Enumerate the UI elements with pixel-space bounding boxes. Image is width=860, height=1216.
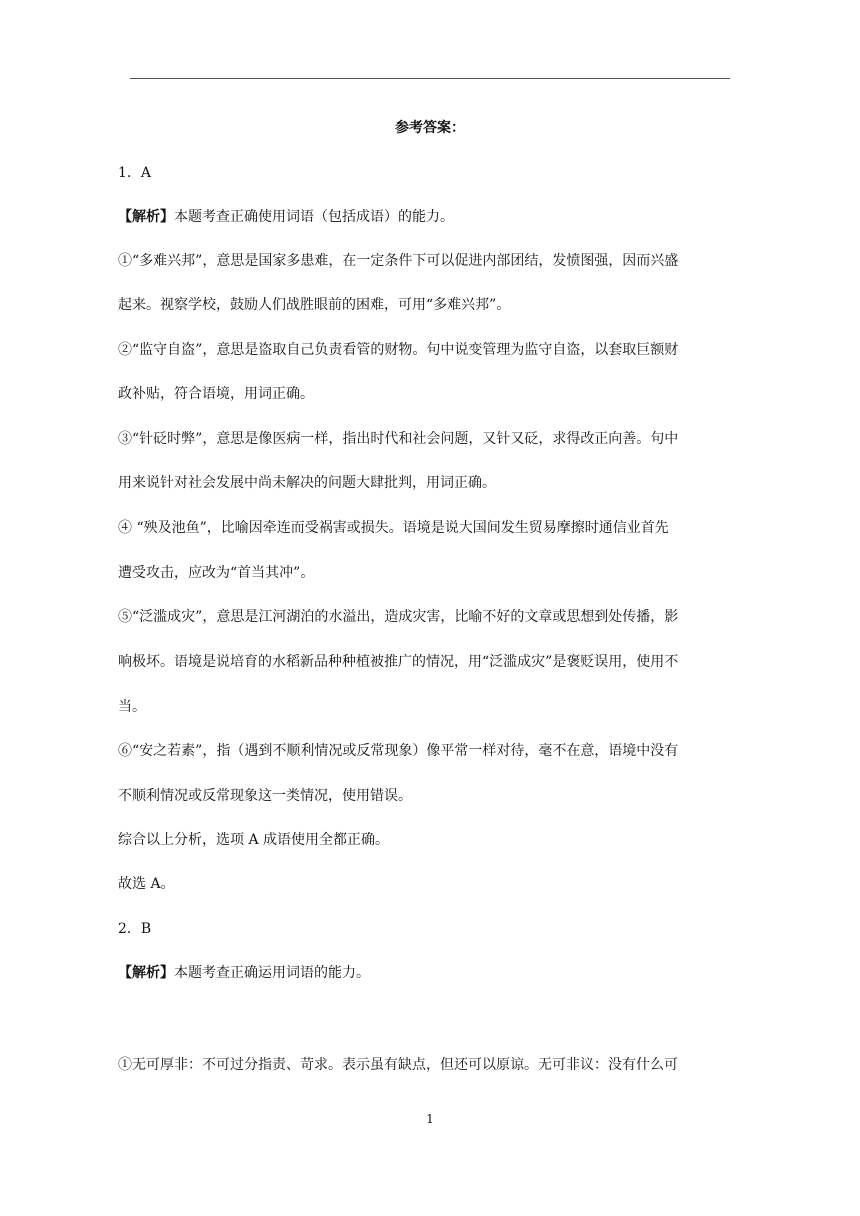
q2-analysis-text: 本题考查正确运用词语的能力。: [174, 965, 370, 981]
page-title: 参考答案：: [395, 120, 465, 136]
q1-p5-line1: ⑤“泛滥成灾”，意思是江河湖泊的水溢出，造成灾害，比喻不好的文章或思想到处传播，影: [118, 609, 679, 625]
q1-p6-line2: 不顺利情况或反常现象这一类情况，使用错误。: [118, 788, 412, 804]
q2-answer: 2．B: [118, 921, 152, 937]
q1-analysis-text: 本题考查正确使用词语（包括成语）的能力。: [174, 209, 454, 225]
q2-analysis: [118, 963, 730, 983]
q1-answer: 1．A: [118, 165, 152, 181]
page-number: 1: [426, 1112, 434, 1126]
q1-summary: 综合以上分析，选项 A 成语使用全都正确。: [118, 832, 390, 848]
q2-analysis-tag: 【解析】: [118, 965, 174, 981]
header-rule: [130, 78, 730, 79]
q2-p1-line1: ①无可厚非：不可过分指责、苛求。表示虽有缺点，但还可以原谅。无可非议：没有什么可: [118, 1057, 678, 1073]
q1-p3-line2: 用来说针对社会发展中尚未解决的问题大肆批判，用词正确。: [118, 475, 496, 491]
q1-p2-line2: 政补贴，符合语境，用词正确。: [118, 386, 314, 402]
q1-p5-line3: 当。: [118, 699, 146, 715]
q1-p3-line1: ③“针砭时弊”，意思是像医病一样，指出时代和社会问题，又针又砭，求得改正向善。句中: [118, 431, 679, 447]
q1-p1-line1: ①“多难兴邦”，意思是国家多患难，在一定条件下可以促进内部团结，发愤图强，因而兴盛: [118, 253, 679, 269]
q1-analysis: [118, 207, 730, 227]
q1-p5-line2: 响极坏。语境是说培育的水稻新品种种植被推广的情况，用“泛滥成灾”是褒贬误用，使用不: [118, 654, 679, 670]
q1-p2-line1: ②“监守自盗”，意思是盗取自己负责看管的财物。句中说变管理为监守自盗，以套取巨额财: [118, 342, 679, 358]
q1-p4-line2: 遭受攻击，应改为“首当其冲”。: [118, 565, 315, 581]
q1-p6-line1: ⑥“安之若素”，指（遇到不顺利情况或反常现象）像平常一样对待，毫不在意，语境中没有: [118, 743, 679, 759]
q1-p4-line1: ④ “殃及池鱼”，比喻因牵连而受祸害或损失。语境是说大国间发生贸易摩擦时通信业首先: [118, 520, 669, 536]
q1-analysis-tag: 【解析】: [118, 209, 174, 225]
q1-p1-line2: 起来。视察学校，鼓励人们战胜眼前的困难，可用“多难兴邦”。: [118, 297, 511, 313]
q1-conclusion: 故选 A。: [118, 876, 175, 892]
